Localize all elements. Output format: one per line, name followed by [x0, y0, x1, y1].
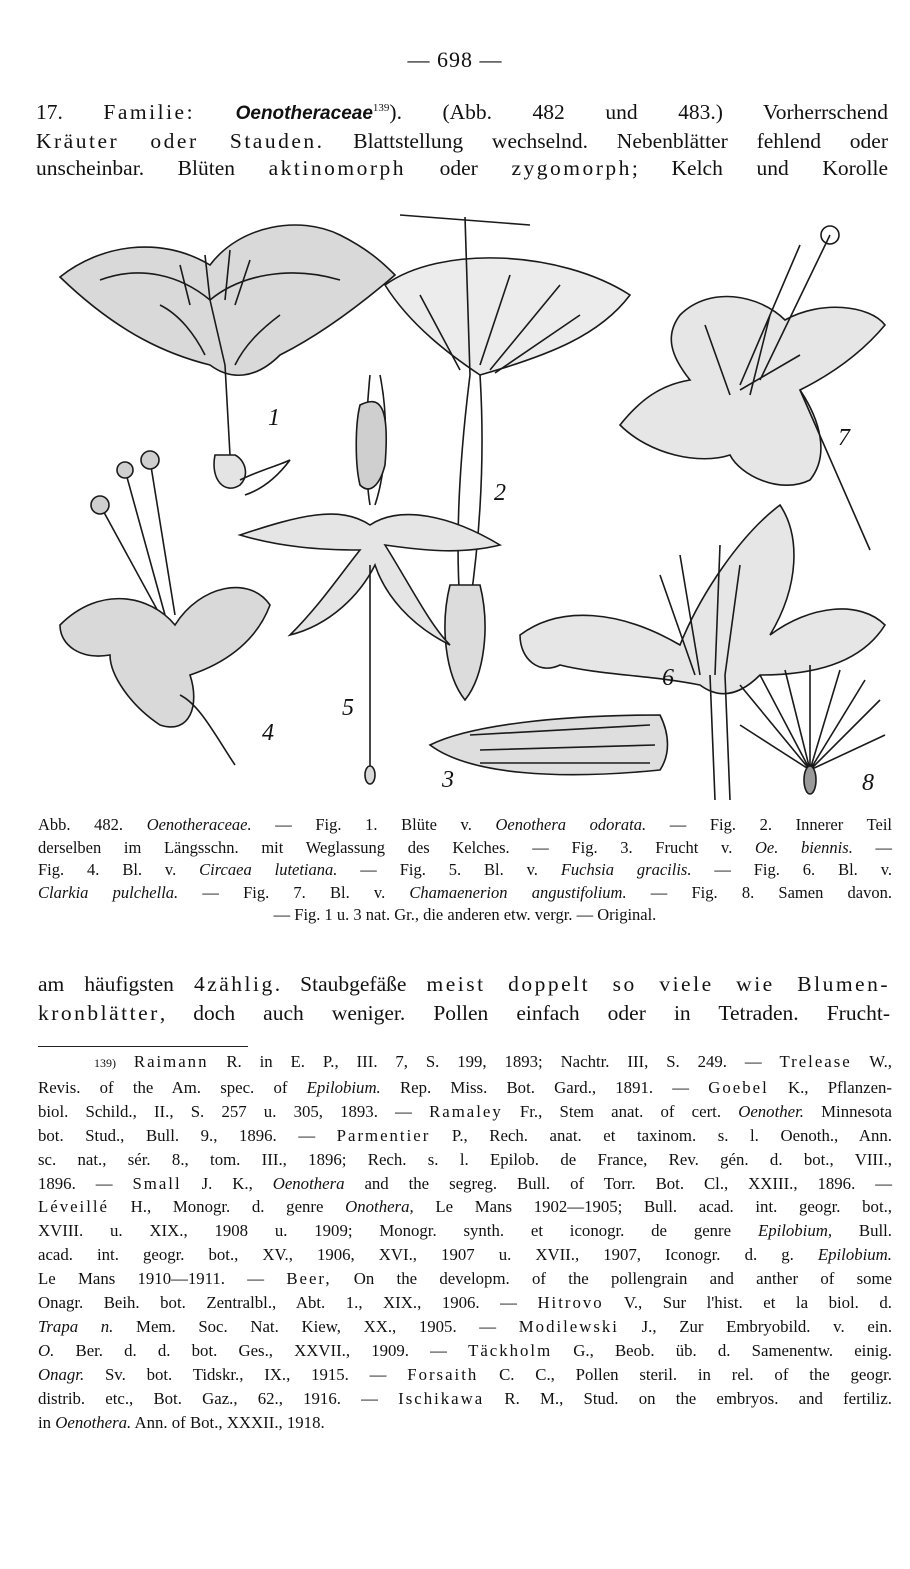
- family-name: Oenotheraceae: [235, 103, 373, 125]
- caption-text: — Fig. 6. Bl. v.: [691, 860, 892, 879]
- footnote-italic: Oenothera.: [55, 1412, 132, 1432]
- footnote-text: 1896. —: [38, 1173, 133, 1193]
- intro-text: ; Kelch und Korolle: [631, 156, 888, 181]
- intro-spaced-text: zygomorph: [511, 156, 632, 181]
- footnote-ref: 139: [372, 102, 390, 114]
- intro-spaced-text: aktinomorph: [268, 156, 407, 181]
- footnote: [38, 1050, 892, 1435]
- caption-italic: Oenotheraceae.: [146, 815, 252, 834]
- footnote-text: Mem. Soc. Nat. Kiew, XX., 1905. —: [113, 1316, 519, 1336]
- body-text: . Staubgefäße: [274, 972, 427, 996]
- footnote-text: in: [38, 1412, 56, 1432]
- footnote-text: bot. Stud., Bull. 9., 1896. —: [38, 1125, 337, 1145]
- footnote-text: Ann. of Bot., XXXII., 1918.: [131, 1412, 325, 1432]
- footnote-text: Minnesota: [803, 1101, 892, 1121]
- body-text: am häufigsten: [38, 972, 194, 996]
- family-number: 17.: [36, 100, 104, 125]
- footnote-italic: O.: [38, 1340, 55, 1360]
- footnote-text: Le Mans 1910—1911. —: [38, 1269, 287, 1289]
- author-name: Beer,: [286, 1269, 332, 1289]
- intro-paragraph: [36, 95, 888, 183]
- footnote-text: XVIII. u. XIX., 1908 u. 1909; Monogr. synth. et iconogr. de genre: [38, 1221, 758, 1241]
- caption-italic: Oe. biennis.: [755, 837, 853, 857]
- footnote-text: Onagr. Beih. bot. Zentralbl., Abt. 1., XIX., 1906. —: [38, 1293, 538, 1313]
- footnote-text: and the segreg. Bull. of Torr. Bot. Cl., XXIII., 1896. —: [344, 1173, 892, 1193]
- footnote-text: Rep. Miss. Bot. Gard., 1891. —: [380, 1077, 709, 1097]
- footnote-italic: Onothera,: [345, 1197, 414, 1217]
- fig4-drawing: [60, 451, 270, 765]
- footnote-text: sc. nat., sér. 8., tom. III., 1896; Rech. s. l. Epilob. de France, Rev. gén. d. bot., VIII.,: [38, 1149, 892, 1169]
- body-text: , doch auch weniger. Pollen einfach oder in Tetraden. Frucht-: [159, 1001, 890, 1025]
- body-spaced-text: kronblätter: [38, 1001, 160, 1025]
- caption-text: derselben im Längsschn. mit Weglassung des Kelches. — Fig. 3. Frucht v.: [38, 837, 755, 857]
- fig-label-8: 8: [862, 770, 874, 796]
- footnote-text: C. C., Pollen steril. in rel. of the geogr.: [478, 1364, 892, 1384]
- fig-label-3: 3: [442, 767, 454, 793]
- author-name: Modilewski: [518, 1316, 619, 1336]
- caption-text: — Fig. 1. Blüte v.: [251, 815, 496, 834]
- caption-italic: Fuchsia gracilis.: [560, 860, 692, 879]
- footnote-text: P., Rech. anat. et taxinom. s. l. Oenoth., Ann.: [430, 1125, 892, 1145]
- author-name: Parmentier: [336, 1125, 431, 1145]
- fig7-drawing: [620, 226, 885, 550]
- familie-word: Familie:: [103, 100, 196, 125]
- footnote-italic: Oenothera: [272, 1173, 345, 1193]
- author-name: Small: [132, 1173, 182, 1193]
- caption-text: — Fig. 7. Bl. v.: [178, 882, 410, 902]
- footnote-text: G., Beob. üb. d. Samenentw. einig.: [552, 1340, 892, 1360]
- caption-italic: Circaea lutetiana.: [199, 860, 338, 879]
- intro-text: Blattstellung wechselnd. Nebenblätter fehlend oder: [324, 128, 889, 153]
- fig3-drawing: [430, 715, 668, 775]
- caption-italic: Chamaenerion angustifolium.: [409, 882, 627, 902]
- intro-spaced-text: Kräuter oder Stauden.: [36, 128, 325, 153]
- footnote-text: Bull.: [832, 1221, 892, 1241]
- author-name: Léveillé: [38, 1197, 109, 1217]
- footnote-text: Sv. bot. Tidskr., IX., 1915. —: [84, 1364, 408, 1384]
- footnote-text: J. K.,: [181, 1173, 273, 1193]
- author-name: Ischikawa: [398, 1388, 485, 1408]
- fig5-drawing: [240, 375, 500, 784]
- footnote-text: Revis. of the Am. spec. of: [38, 1077, 307, 1097]
- caption-text: Fig. 4. Bl. v.: [38, 860, 200, 879]
- footnote-text: biol. Schild., II., S. 257 u. 305, 1893. —: [38, 1101, 430, 1121]
- caption-italic: Clarkia pulchella.: [38, 882, 179, 902]
- footnote-text: distrib. etc., Bot. Gaz., 62., 1916. —: [38, 1388, 399, 1408]
- page-number: — 698 —: [407, 47, 503, 72]
- fig1-drawing: [60, 225, 395, 495]
- caption-text: —: [852, 837, 892, 857]
- author-name: Ramaley: [429, 1101, 503, 1121]
- footnote-text: Ber. d. d. bot. Ges., XXVII., 1909. —: [54, 1340, 469, 1360]
- author-name: Täckholm: [468, 1340, 553, 1360]
- fig-label-4: 4: [262, 720, 274, 746]
- footnote-italic: Epilobium,: [757, 1221, 833, 1241]
- fig-label-7: 7: [838, 425, 850, 451]
- author-name: Hitrovo: [537, 1293, 604, 1313]
- body-spaced-text: meist doppelt so viele wie Blumen-: [426, 972, 890, 996]
- caption-text: — Fig. 1 u. 3 nat. Gr., die anderen etw. vergr. — Original.: [273, 905, 657, 924]
- figure-caption: [38, 814, 892, 927]
- footnote-italic: Epilobium.: [817, 1245, 892, 1265]
- fig-label-6: 6: [662, 665, 674, 691]
- footnote-text: [116, 1052, 134, 1071]
- footnote-text: K., Pflanzen-: [768, 1077, 892, 1097]
- author-name: Goebel: [708, 1077, 769, 1097]
- intro-text: oder: [406, 156, 512, 181]
- footnote-text: H., Monogr. d. genre: [108, 1197, 346, 1217]
- footnote-italic: Epilobium.: [306, 1077, 381, 1097]
- author-name: Trelease: [779, 1052, 852, 1071]
- caption-text: — Fig. 8. Samen davon.: [626, 882, 892, 902]
- footnote-marker: 139): [94, 1056, 116, 1070]
- footnote-italic: Oenother.: [738, 1101, 804, 1121]
- caption-italic: Oenothera odorata.: [495, 815, 647, 834]
- body-paragraph: [38, 970, 890, 1028]
- intro-line1-rest: ). (Abb. 482 und 483.) Vorherrschend: [389, 100, 889, 125]
- footnote-divider: [38, 1046, 248, 1047]
- footnote-text: On the developm. of the pollengrain and anther of some: [331, 1269, 892, 1289]
- body-spaced-text: 4zählig: [193, 972, 275, 996]
- caption-text: — Fig. 2. Innerer Teil: [646, 815, 893, 834]
- flower-illustration: [40, 205, 890, 805]
- footnote-text: W.,: [851, 1052, 892, 1071]
- footnote-text: V., Sur l'hist. et la biol. d.: [603, 1293, 892, 1313]
- author-name: Raimann: [133, 1052, 209, 1071]
- botanical-figure: [40, 205, 890, 805]
- fig-label-1: 1: [268, 405, 280, 431]
- footnote-italic: Onagr.: [38, 1364, 85, 1384]
- fig-label-2: 2: [494, 480, 506, 506]
- footnote-text: R. M., Stud. on the embryos. and fertiliz.: [484, 1388, 892, 1408]
- footnote-italic: Trapa n.: [38, 1316, 114, 1336]
- footnote-text: Le Mans 1902—1905; Bull. acad. int. geogr. bot.,: [413, 1197, 892, 1217]
- intro-text: unscheinbar. Blüten: [36, 156, 269, 181]
- fig-label-5: 5: [342, 695, 354, 721]
- footnote-text: R. in E. P., III. 7, S. 199, 1893; Nachtr. III, S. 249. —: [208, 1052, 780, 1071]
- caption-text: Abb. 482.: [38, 815, 147, 834]
- author-name: Forsaith: [407, 1364, 479, 1384]
- footnote-text: J., Zur Embryobild. v. ein.: [618, 1316, 893, 1336]
- footnote-text: Fr., Stem anat. of cert.: [502, 1101, 739, 1121]
- caption-text: — Fig. 5. Bl. v.: [337, 860, 561, 879]
- footnote-text: acad. int. geogr. bot., XV., 1906, XVI., 1907 u. XVII., 1907, Iconogr. d. g.: [38, 1245, 818, 1265]
